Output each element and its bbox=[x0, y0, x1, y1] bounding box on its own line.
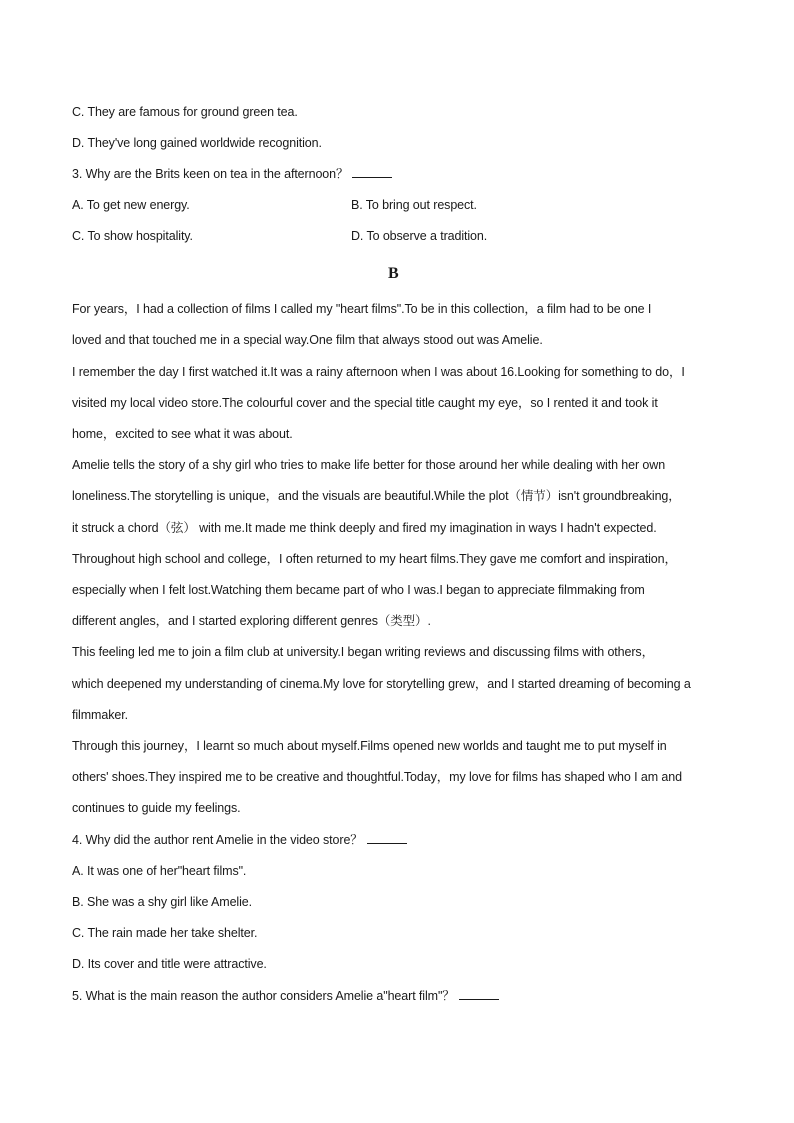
answer-blank bbox=[459, 988, 499, 1000]
passage-line: filmmaker. bbox=[72, 708, 128, 722]
passage-line: Amelie tells the story of a shy girl who tries to make life better for those around her while dealing with her own bbox=[72, 458, 666, 472]
q3-option-a: A. To get new energy. bbox=[72, 198, 190, 212]
passage-line: especially when I felt lost.Watching them became part of who I was.I began to appreciate filmmaking from bbox=[72, 583, 645, 597]
q4-question bbox=[72, 832, 407, 848]
passage-line: I remember the day I first watched it.It was a rainy afternoon when I was about 16.Looking for something to do，I bbox=[72, 365, 685, 379]
passage-line: which deepened my understanding of cinema.My love for storytelling grew，and I started dreaming of becoming a bbox=[72, 677, 691, 691]
answer-blank bbox=[352, 166, 392, 178]
passage-line: For years，I had a collection of films I called my "heart films".To be in this collection，a film had to be one I bbox=[72, 302, 652, 316]
answer-blank bbox=[367, 832, 407, 844]
section-b-title: B bbox=[388, 265, 399, 282]
q3-stem: 3. Why are the Brits keen on tea in the afternoon？ bbox=[72, 167, 349, 181]
passage-line: loneliness.The storytelling is unique，and the visuals are beautiful.While the plot（情节）isn't groundbreaking， bbox=[72, 489, 681, 503]
q4-stem: 4. Why did the author rent Amelie in the video store？ bbox=[72, 833, 363, 847]
passage-line: visited my local video store.The colourful cover and the special title caught my eye，so I rented it and took it bbox=[72, 396, 658, 410]
q3-option-d: D. To observe a tradition. bbox=[351, 229, 488, 243]
q5-stem: 5. What is the main reason the author considers Amelie a"heart film"？ bbox=[72, 989, 455, 1003]
passage-line: Throughout high school and college，I often returned to my heart films.They gave me comfort and inspiration， bbox=[72, 552, 677, 566]
passage-line: home，excited to see what it was about. bbox=[72, 427, 293, 441]
q5-question bbox=[72, 988, 499, 1004]
passage-line: it struck a chord（弦） with me.It made me think deeply and fired my imagination in ways I hadn't expected. bbox=[72, 521, 657, 535]
q3-option-b: B. To bring out respect. bbox=[351, 198, 477, 212]
q3-question bbox=[72, 166, 392, 182]
q3-option-c: C. To show hospitality. bbox=[72, 229, 193, 243]
q4-option-b: B. She was a shy girl like Amelie. bbox=[72, 895, 253, 909]
passage-line: others' shoes.They inspired me to be creative and thoughtful.Today，my love for films has shaped who I am and bbox=[72, 770, 682, 784]
passage-line: different angles，and I started exploring different genres（类型）. bbox=[72, 614, 431, 628]
q2-option-c: C. They are famous for ground green tea. bbox=[72, 105, 298, 119]
passage-line: continues to guide my feelings. bbox=[72, 801, 241, 815]
passage-line: Through this journey，I learnt so much about myself.Films opened new worlds and taught me to put myself in bbox=[72, 739, 667, 753]
q4-option-a: A. It was one of her"heart films". bbox=[72, 864, 247, 878]
q2-option-d: D. They've long gained worldwide recognition. bbox=[72, 136, 322, 150]
passage-line: loved and that touched me in a special way.One film that always stood out was Amelie. bbox=[72, 333, 543, 347]
passage-line: This feeling led me to join a film club at university.I began writing reviews and discussing films with others， bbox=[72, 645, 654, 659]
q4-option-c: C. The rain made her take shelter. bbox=[72, 926, 258, 940]
q4-option-d: D. Its cover and title were attractive. bbox=[72, 957, 267, 971]
